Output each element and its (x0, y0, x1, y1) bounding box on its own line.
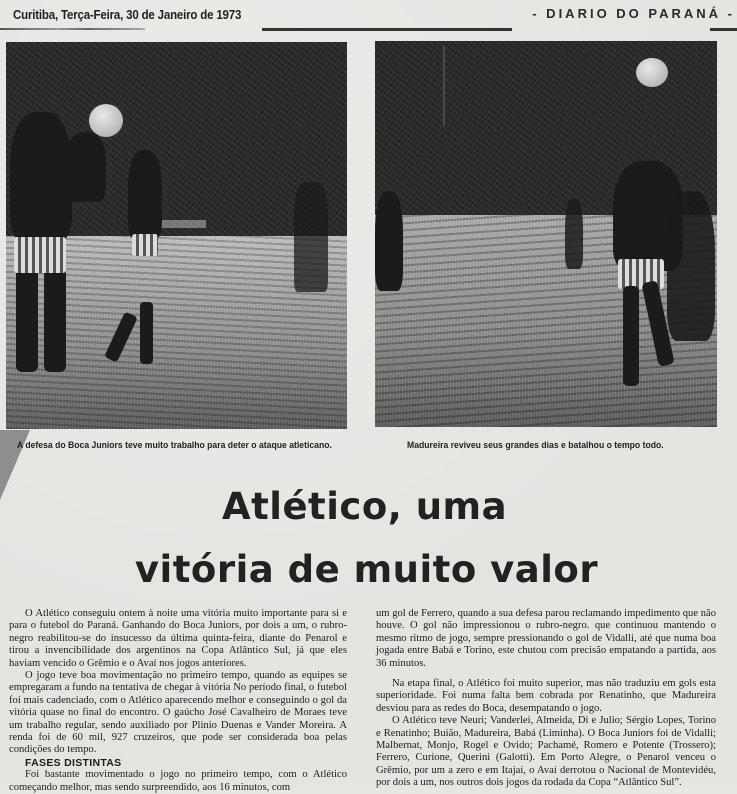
player-figure (565, 199, 583, 269)
photo-caption-right: Madureira reviveu seus grandes dias e batalhou o tempo todo. (407, 440, 664, 451)
player-figure (294, 182, 328, 292)
article-column-right (376, 608, 716, 790)
dateline: Curitiba, Terça-Feira, 30 de Janeiro de 1973 (13, 8, 242, 22)
page-header (0, 0, 737, 30)
headline-line-2: vitória de muito valor (134, 548, 599, 591)
article-paragraph: um gol de Ferrero, quando a sua defesa parou reclamando impedimento que não houve. O gol não impressionou o rubro-negro. que continuou mantendo o mesmo ritmo de jogo, sempre pressionando o gol de Vidalli, até que numa boa jogada entre Babá e Torino, este chutou com precisão empatando a partida, aos 36 minutos. (376, 608, 716, 669)
match-photo-boca-defense (6, 42, 347, 429)
header-rule (262, 28, 512, 31)
player-figure (375, 191, 403, 291)
newspaper-name: - DIARIO DO PARANÁ - (532, 6, 735, 21)
article-paragraph: Foi bastante movimentado o jogo no primeiro tempo, com o Atlético começando melhor, mas sendo surpreendido, aos 16 minutos, com (9, 769, 347, 793)
article-paragraph: O jogo teve boa movimentação no primeiro tempo, quando as equipes se empregaram a fundo na tentativa de chegar à vitória No período final, o futebol foi mais cadenciado, com o Atlético aparecendo melhor e conseguindo o gol da vitória quase no final do encontro. O gaúcho José Cavalheiro de Moraes teve um trabalho regular, sendo auxiliado por Plinio Duenas e Vander Moreira. A renda foi de 60 mil, 927 cruzeiros, que pode ser considerada boa pelas condições do tempo. (9, 670, 347, 756)
player-figure (623, 286, 639, 386)
player-shorts (132, 234, 158, 256)
header-rule (0, 28, 145, 30)
article-paragraph: O Atlético conseguiu ontem à noite uma vitória muito importante para si e para o futebol do Paraná. Ganhando do Boca Juniors, por dois a um, o rubro-negro reabilitou-se do insucesso da última quinta-feira, diante do Penarol e tirou a invencibilidade dos argentinos na Copa Atlântico Sul, já que eles haviam vencido o Grêmio e o Avaí nos jogos anteriores. (9, 608, 347, 669)
match-photo-madureira (375, 41, 717, 427)
article-paragraph: O Atlético teve Neuri; Vanderlei, Almeida, Di e Julio; Sérgio Lopes, Torino e Renatinho; Buião, Madureira, Babá (Liminha). O Boca Juniors foi de Vidalli; Malbernat, Monjo, Rogel e Ovido; Pachamé, Romero e Potente (Trossero); Ferrero, Curione, Querini (Galotti). Em Porto Alegre, o Penarol venceu o Grêmio, por um a zero e em Itajaí, o Avaí derrotou o Nacional de Montevidéu, por dois a um, nos outros dois jogos da rodada da Copa “Atlântico Sul”. (376, 715, 716, 789)
player-shorts (14, 237, 66, 273)
player-figure (66, 132, 106, 202)
photo-caption-left: A defesa do Boca Juniors teve muito trabalho para deter o ataque atleticano. (17, 440, 332, 451)
article-column-left (9, 608, 347, 794)
photo-light-pole (443, 46, 445, 126)
player-figure (10, 112, 72, 242)
header-rule (710, 28, 737, 31)
player-figure (140, 302, 153, 364)
player-figure (128, 150, 162, 240)
article-subhead: FASES DISTINTAS (25, 756, 122, 769)
ball-icon (636, 58, 668, 87)
article-paragraph: Na etapa final, o Atlético foi muito superior, mas não traduziu em gols esta superioridade. Foi numa falta bem cobrada por Renatinho, que Madureira desviou para as redes do Boca, desempatando o jogo. (376, 678, 716, 714)
headline-line-1: Atlético, uma (221, 485, 508, 528)
player-figure (667, 191, 715, 341)
